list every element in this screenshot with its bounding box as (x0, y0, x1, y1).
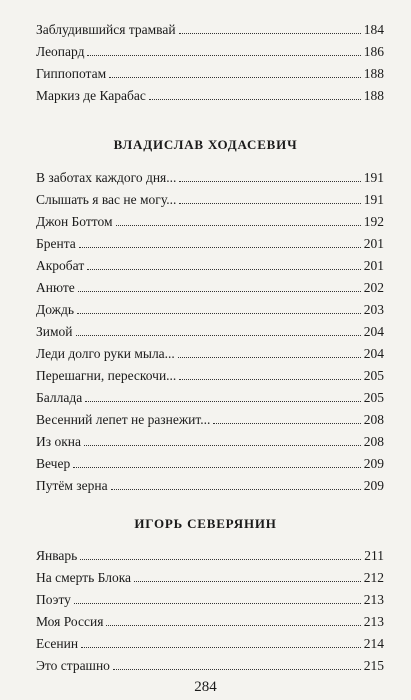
entry-title: Джон Боттом (36, 211, 116, 233)
entry-title: Слышать я вас не могу... (36, 189, 179, 211)
entry-title: Из окна (36, 431, 84, 453)
entry-title: Маркиз де Карабас (36, 85, 149, 107)
entry-page: 214 (361, 633, 384, 655)
toc-entry (36, 189, 384, 211)
leader-dots (84, 444, 361, 446)
toc-entry (36, 365, 384, 387)
entry-title: Перешагни, перескочи... (36, 365, 179, 387)
entry-title: Моя Россия (36, 611, 106, 633)
page-number: 284 (194, 679, 217, 695)
leader-dots (80, 558, 361, 560)
leader-dots (81, 646, 361, 648)
toc-entry (36, 343, 384, 365)
leader-dots (179, 180, 360, 182)
entry-title: Акробат (36, 255, 87, 277)
toc-entry (36, 545, 384, 567)
entry-page: 186 (361, 41, 384, 63)
entry-page: 204 (361, 343, 384, 365)
entry-page: 204 (361, 321, 384, 343)
toc-entry (36, 387, 384, 409)
entry-title: Поэту (36, 589, 74, 611)
entry-page: 209 (361, 453, 384, 475)
leader-dots (179, 202, 360, 204)
leader-dots (116, 224, 361, 226)
toc-entry (36, 299, 384, 321)
leader-dots (178, 356, 361, 358)
entry-page: 203 (361, 299, 384, 321)
leader-dots (85, 400, 361, 402)
leader-dots (113, 668, 361, 670)
leader-dots (106, 624, 360, 626)
entry-page: 201 (361, 233, 384, 255)
entry-page: 188 (361, 63, 384, 85)
entry-title: Дождь (36, 299, 77, 321)
entry-title: Баллада (36, 387, 85, 409)
entry-page: 208 (361, 409, 384, 431)
toc-entry (36, 409, 384, 431)
toc-entry (36, 19, 384, 41)
toc-entry (36, 233, 384, 255)
entry-page: 201 (361, 255, 384, 277)
entry-title: Есенин (36, 633, 81, 655)
entry-title: Январь (36, 545, 80, 567)
entry-title: Это страшно (36, 655, 113, 677)
section-heading-severyanin: ИГОРЬ СЕВЕРЯНИН (134, 516, 277, 531)
entry-page: 202 (361, 277, 384, 299)
entry-page: 215 (361, 655, 384, 677)
entry-title: Гиппопотам (36, 63, 109, 85)
toc-entry (36, 589, 384, 611)
leader-dots (109, 76, 361, 78)
toc-entry (36, 431, 384, 453)
entry-title: Путём зерна (36, 475, 111, 497)
leader-dots (179, 378, 360, 380)
toc-entry (36, 611, 384, 633)
leader-dots (179, 32, 361, 34)
toc-entry (36, 633, 384, 655)
entry-title: Анюте (36, 277, 78, 299)
entry-page: 211 (361, 545, 384, 567)
entry-page: 209 (361, 475, 384, 497)
leader-dots (74, 602, 361, 604)
entry-page: 205 (361, 365, 384, 387)
toc-entry (36, 475, 384, 497)
toc-entry (36, 277, 384, 299)
toc-entry (36, 453, 384, 475)
entry-title: Зимой (36, 321, 76, 343)
entry-page: 205 (361, 387, 384, 409)
toc-entry (36, 255, 384, 277)
entry-page: 184 (361, 19, 384, 41)
toc-entry (36, 655, 384, 677)
leader-dots (213, 422, 360, 424)
entry-title: Леди долго руки мыла... (36, 343, 178, 365)
leader-dots (87, 54, 360, 56)
entry-page: 213 (361, 611, 384, 633)
leader-dots (149, 98, 361, 100)
entry-page: 188 (361, 85, 384, 107)
entry-page: 191 (361, 167, 384, 189)
entry-title: На смерть Блока (36, 567, 134, 589)
entry-page: 213 (361, 589, 384, 611)
leader-dots (76, 334, 361, 336)
section-heading-khodasevich: ВЛАДИСЛАВ ХОДАСЕВИЧ (113, 137, 298, 152)
leader-dots (134, 580, 361, 582)
entry-page: 208 (361, 431, 384, 453)
entry-title: Весенний лепет не разнежит... (36, 409, 213, 431)
entry-page: 192 (361, 211, 384, 233)
leader-dots (87, 268, 361, 270)
toc-entry (36, 567, 384, 589)
entry-title: В заботах каждого дня... (36, 167, 179, 189)
toc-entry (36, 321, 384, 343)
entry-title: Брента (36, 233, 79, 255)
leader-dots (79, 246, 361, 248)
entry-title: Леопард (36, 41, 87, 63)
toc-entry (36, 85, 384, 107)
toc-entry (36, 167, 384, 189)
entry-page: 191 (361, 189, 384, 211)
leader-dots (73, 466, 361, 468)
toc-entry (36, 63, 384, 85)
toc-entry (36, 211, 384, 233)
entry-title: Вечер (36, 453, 73, 475)
entry-title: Заблудившийся трамвай (36, 19, 179, 41)
toc-entry (36, 41, 384, 63)
entry-page: 212 (361, 567, 384, 589)
leader-dots (111, 488, 361, 490)
leader-dots (78, 290, 361, 292)
leader-dots (77, 312, 361, 314)
